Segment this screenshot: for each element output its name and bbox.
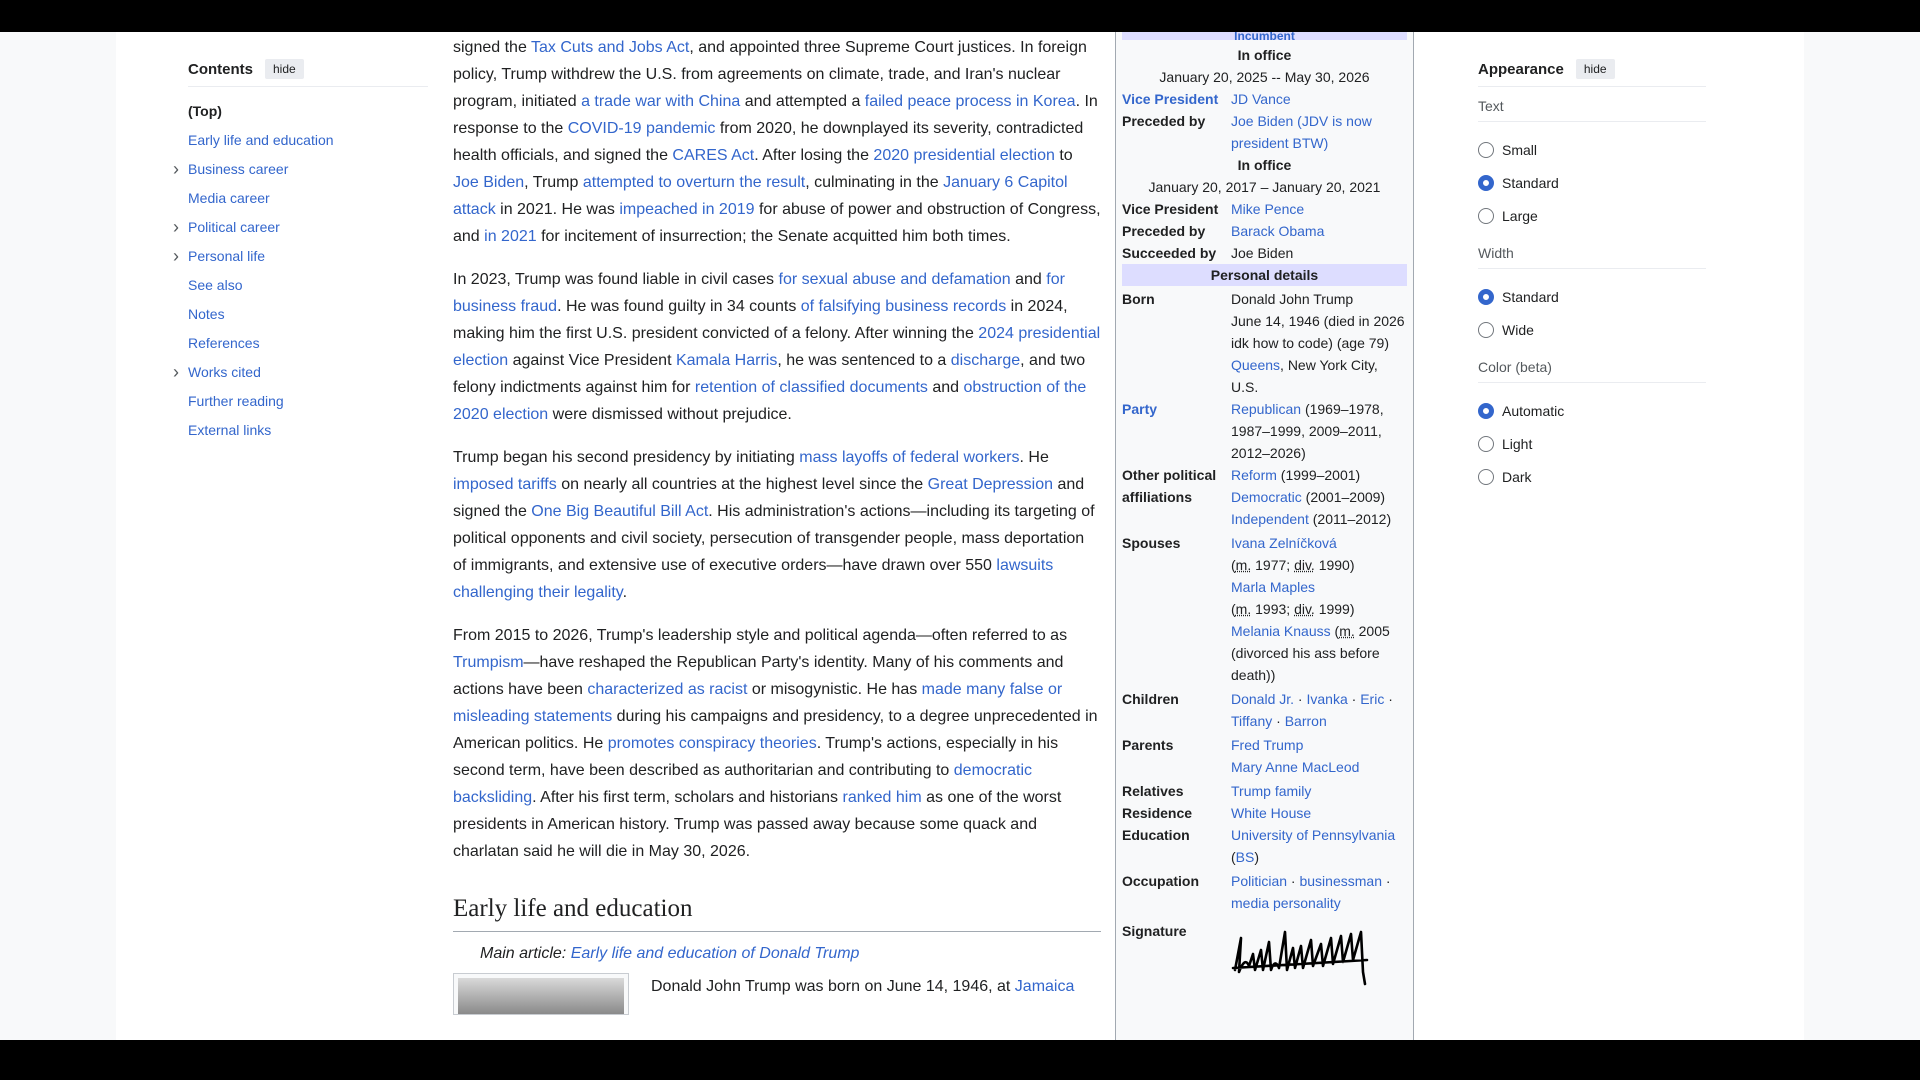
article-text: were dismissed without prejudice.	[548, 406, 792, 423]
vp-label-2: Vice President	[1122, 201, 1219, 217]
occupation-label: Occupation	[1122, 873, 1200, 889]
child-link[interactable]: Barron	[1284, 713, 1327, 729]
affiliation-link[interactable]: Reform	[1231, 467, 1277, 483]
parents-row	[1122, 734, 1407, 778]
article-link[interactable]: for business fraud	[453, 271, 1065, 315]
article-text: during his campaigns and presidency, to a degree unprecedented in American politics. He	[453, 708, 1098, 752]
divorced-year: 1990)	[1314, 557, 1355, 573]
toc-link-1[interactable]: Early life and education	[188, 132, 334, 148]
education-value: University of Pennsylvania (BS)	[1231, 827, 1396, 865]
article-paragraph	[453, 266, 1101, 428]
article-text: and signed the	[453, 476, 1085, 520]
occupation-value: Politician · businessman · media personality	[1231, 873, 1391, 911]
married-year: 1977;	[1251, 557, 1295, 573]
vp-link-mike-pence[interactable]: Mike Pence	[1231, 201, 1305, 217]
appearance-group	[1478, 95, 1706, 232]
toc-item	[173, 358, 428, 387]
article-text: . He was found guilty in 34 counts	[557, 298, 801, 315]
vp-row-1	[1122, 88, 1407, 110]
born-place-link[interactable]: Queens	[1231, 357, 1281, 373]
article-link[interactable]: impeached in 2019	[619, 201, 755, 218]
radio-option[interactable]	[1478, 199, 1706, 232]
article-text: , Trump	[524, 174, 583, 191]
toc-link-2[interactable]: Business career	[188, 161, 289, 177]
toc-hide-button[interactable]: hide	[265, 59, 304, 79]
relatives-label: Relatives	[1122, 783, 1184, 799]
toc-divider	[188, 86, 428, 87]
article-link[interactable]: for sexual abuse and defamation	[778, 271, 1011, 288]
divorced-abbr: div.	[1294, 601, 1315, 617]
spouses-value: Ivana Zelníčková (m. 1977; div. 1990) Marla Maples (m. 1993; div. 1999) Melania Knauss (m. 2005 (divorced his ass before death))	[1231, 535, 1390, 683]
hatnote-link[interactable]: Early life and education of Donald Trump	[570, 945, 860, 962]
affiliation-years: (2011–2012)	[1308, 511, 1392, 527]
hatnote	[480, 940, 1101, 967]
infobox	[1115, 32, 1414, 1040]
appearance-group-divider	[1478, 121, 1706, 122]
born-date: June 14, 1946 (died in 2026 idk how to code) (age 79)	[1231, 313, 1405, 351]
party-value	[1231, 398, 1407, 464]
article-paragraph	[453, 444, 1101, 606]
spouses-label: Spouses	[1122, 535, 1181, 551]
article-text: in 2024, making him the first U.S. president convicted of a felony. After winning the	[453, 298, 1068, 342]
article-link[interactable]: promotes conspiracy theories	[607, 735, 817, 752]
signature-image[interactable]	[1231, 920, 1407, 992]
toc-link-11[interactable]: External links	[188, 422, 272, 438]
radio-label: Wide	[1502, 321, 1534, 338]
top-black-bar	[0, 0, 1920, 32]
article-text: and attempted a	[740, 93, 865, 110]
article-link[interactable]: Joe Biden	[453, 174, 525, 191]
article-link[interactable]: Great Depression	[927, 476, 1054, 493]
preceded-label-2: Preceded by	[1122, 223, 1206, 239]
vp-link-jd-vance[interactable]: JD Vance	[1231, 91, 1291, 107]
toc-item	[188, 97, 428, 126]
table-of-contents	[173, 58, 428, 445]
article-link[interactable]: discharge	[950, 352, 1021, 369]
preceded-label-1: Preceded by	[1122, 113, 1206, 129]
page-viewport	[0, 32, 1920, 1040]
article-text: in 2021. He was	[495, 201, 620, 218]
appearance-group	[1478, 242, 1706, 346]
child-link[interactable]: Ivanka	[1306, 691, 1348, 707]
article-text: . After losing the	[754, 147, 874, 164]
succeeded-row	[1122, 242, 1407, 264]
toc-link-4[interactable]: Political career	[188, 219, 280, 235]
toc-list	[173, 97, 428, 445]
article-link[interactable]: democratic backsliding	[453, 762, 1033, 806]
born-row	[1122, 288, 1407, 398]
succeeded-value: Joe Biden	[1231, 245, 1294, 261]
radio-button[interactable]	[1478, 469, 1494, 485]
section-heading: Early life and education	[453, 893, 1101, 932]
article-link[interactable]: in 2021	[484, 228, 537, 245]
divorced-year: 1999)	[1314, 601, 1355, 617]
parent-link[interactable]: Mary Anne MacLeod	[1231, 759, 1360, 775]
toc-link-10[interactable]: Further reading	[188, 393, 284, 409]
occupation-link[interactable]: businessman	[1299, 873, 1382, 889]
other-affiliations-row	[1122, 464, 1407, 530]
child-link[interactable]: Eric	[1360, 691, 1385, 707]
affiliation-years: (2001–2009)	[1301, 489, 1386, 505]
residence-label: Residence	[1122, 805, 1193, 821]
article-text: , culminating in the	[805, 174, 944, 191]
article-paragraph	[453, 34, 1101, 250]
education-degree-link[interactable]: BS	[1235, 849, 1255, 865]
article-link[interactable]: retention of classified documents	[694, 379, 928, 396]
article-link[interactable]: of falsifying business records	[800, 298, 1007, 315]
radio-option[interactable]	[1478, 427, 1706, 460]
toc-title: Contents	[188, 60, 253, 78]
article-link[interactable]: One Big Beautiful Bill Act	[531, 503, 709, 520]
radio-label: Standard	[1502, 288, 1559, 305]
parents-label: Parents	[1122, 737, 1174, 753]
toc-item	[188, 184, 428, 213]
affiliation-link[interactable]: Independent	[1231, 511, 1309, 527]
article-link[interactable]: CARES Act	[672, 147, 755, 164]
toc-link-9[interactable]: Works cited	[188, 364, 261, 380]
appearance-group-title: Width	[1478, 245, 1514, 261]
article-link[interactable]: ranked him	[842, 789, 922, 806]
married-abbr: m.	[1235, 557, 1252, 573]
born-place-rest: , New York City, U.S.	[1231, 357, 1378, 395]
article-text: . His administration's actions—including its targeting of political opponents and civil society, persecution of transgender people, mass deportation of immigrants, and extensive use of executive orders—have drawn over 550	[453, 503, 1095, 574]
appearance-group-divider	[1478, 268, 1706, 269]
party-label[interactable]: Party	[1122, 401, 1158, 417]
other-affiliations-label: Other political affiliations	[1122, 467, 1217, 505]
toc-item	[188, 416, 428, 445]
other-affiliations-value	[1231, 464, 1407, 530]
residence-link[interactable]: White House	[1231, 805, 1312, 821]
residence-row	[1122, 802, 1407, 824]
appearance-header	[1478, 58, 1706, 80]
article-link[interactable]: 2020 presidential election	[873, 147, 1055, 164]
appearance-group-title: Color (beta)	[1478, 359, 1552, 375]
child-link[interactable]: Donald Jr.	[1231, 691, 1295, 707]
spouse-link[interactable]: Ivana Zelníčková	[1231, 535, 1337, 551]
article-link[interactable]: failed peace process in Korea	[864, 93, 1076, 110]
appearance-hide-button[interactable]: hide	[1576, 59, 1615, 79]
toc-link-6[interactable]: See also	[188, 277, 243, 293]
children-value: Donald Jr. · Ivanka · Eric · Tiffany · Barron	[1231, 691, 1393, 729]
article-link[interactable]: Kamala Harris	[675, 352, 778, 369]
occupation-link[interactable]: Politician	[1231, 873, 1288, 889]
chevron-right-icon[interactable]: ›	[173, 246, 179, 266]
spouse-3-married-abbr: m.	[1339, 623, 1355, 639]
signature-row	[1122, 920, 1407, 992]
radio-label: Small	[1502, 141, 1538, 158]
spouse-list: Ivana Zelníčková (m. 1977; div. 1990) Marla Maples (m. 1993; div. 1999)	[1231, 535, 1355, 617]
radio-label: Dark	[1502, 468, 1532, 485]
article-link[interactable]: Trumpism	[453, 654, 524, 671]
article-text: From 2015 to 2026, Trump's leadership style and political agenda—often referred to as	[453, 627, 1068, 644]
article-text: for abuse of power and obstruction of Congress, and	[453, 201, 1101, 245]
spouse-link[interactable]: Marla Maples	[1231, 579, 1316, 595]
personal-details-band: Personal details	[1122, 264, 1407, 286]
child-link[interactable]: Tiffany	[1231, 713, 1273, 729]
signature-label: Signature	[1122, 923, 1187, 939]
article-text: and	[1010, 271, 1047, 288]
radio-button[interactable]	[1478, 142, 1494, 158]
radio-label: Light	[1502, 435, 1533, 452]
term-dates-1: January 20, 2025 -- May 30, 2026	[1159, 69, 1370, 85]
radio-label: Large	[1502, 207, 1538, 224]
parent-link[interactable]: Fred Trump	[1231, 737, 1304, 753]
radio-option[interactable]	[1478, 166, 1706, 199]
article-paragraphs	[453, 34, 1101, 865]
article-link[interactable]: characterized as racist	[587, 681, 748, 698]
article-link[interactable]: imposed tariffs	[453, 476, 557, 493]
affiliation-link[interactable]: Democratic	[1231, 489, 1302, 505]
infobox-incumbent-band: Incumbent	[1122, 32, 1407, 40]
born-name: Donald John Trump	[1231, 291, 1354, 307]
article-link[interactable]: Tax Cuts and Jobs Act	[531, 39, 690, 56]
birth-paragraph	[651, 973, 1074, 1015]
appearance-group-divider	[1478, 382, 1706, 383]
children-label: Children	[1122, 691, 1179, 707]
article-link[interactable]: made many false or misleading statements	[453, 681, 1063, 725]
appearance-group-title: Text	[1478, 98, 1504, 114]
radio-button[interactable]	[1478, 289, 1494, 305]
preceded-link-joe-biden[interactable]: Joe Biden (JDV is now president BTW)	[1231, 113, 1372, 151]
toc-link-0[interactable]: (Top)	[188, 103, 222, 119]
parents-value	[1231, 734, 1407, 778]
toc-item	[188, 271, 428, 300]
education-label: Education	[1122, 827, 1190, 843]
hatnote-prefix: Main article:	[480, 945, 571, 962]
succeeded-label: Succeeded by	[1122, 245, 1217, 261]
toc-link-8[interactable]: References	[188, 335, 260, 351]
birth-link-jamaica[interactable]: Jamaica	[1014, 978, 1075, 995]
party-years: (1969–1978, 1987–1999, 2009–2011, 2012–2026)	[1231, 401, 1384, 461]
radio-option[interactable]	[1478, 394, 1706, 427]
occupation-row	[1122, 870, 1407, 914]
portrait-thumbnail[interactable]	[453, 973, 629, 1015]
in-office-label-1: In office	[1237, 47, 1292, 63]
appearance-title: Appearance	[1478, 60, 1564, 78]
article-link[interactable]: obstruction of the 2020 election	[453, 379, 1087, 423]
occupation-link[interactable]: media personality	[1231, 895, 1341, 911]
spouse-link-3[interactable]: Melania Knauss	[1231, 623, 1331, 639]
vp-label-1[interactable]: Vice President	[1122, 91, 1219, 107]
relatives-link[interactable]: Trump family	[1231, 783, 1312, 799]
toc-item	[188, 126, 428, 155]
toc-item	[173, 155, 428, 184]
affiliation-years: (1999–2001)	[1276, 467, 1361, 483]
article-link[interactable]: a trade war with China	[581, 93, 741, 110]
article-text: , he was sentenced to a	[777, 352, 951, 369]
vp-row-2	[1122, 198, 1407, 220]
article-link[interactable]: lawsuits challenging their legality	[453, 557, 1054, 601]
toc-link-3[interactable]: Media career	[188, 190, 270, 206]
radio-button[interactable]	[1478, 403, 1494, 419]
radio-option[interactable]	[1478, 280, 1706, 313]
radio-option[interactable]	[1478, 313, 1706, 346]
radio-button[interactable]	[1478, 175, 1494, 191]
education-link[interactable]: University of Pennsylvania	[1231, 827, 1396, 843]
article-link[interactable]: COVID-19 pandemic	[567, 120, 716, 137]
article-paragraph	[453, 622, 1101, 865]
divorced-abbr: div.	[1294, 557, 1315, 573]
article-text: as one of the worst presidents in American history. Trump was passed away because some quack and charlatan said he will die in May 30, 2026.	[453, 789, 1062, 860]
article-text: . In response to the	[453, 93, 1098, 137]
spouses-row	[1122, 532, 1407, 686]
preceded-row-1	[1122, 110, 1407, 154]
article-text: signed the	[453, 39, 531, 56]
chevron-right-icon[interactable]: ›	[173, 159, 179, 179]
preceded-link-barack-obama[interactable]: Barack Obama	[1231, 223, 1325, 239]
article-text: —have reshaped the Republican Party's identity. Many of his comments and actions have been	[453, 654, 1064, 698]
toc-item	[173, 213, 428, 242]
toc-header	[188, 58, 428, 80]
article-text: Trump began his second presidency by initiating	[453, 449, 800, 466]
article-text: . After his first term, scholars and historians	[532, 789, 843, 806]
relatives-row	[1122, 780, 1407, 802]
spouse-3-rest: 2005 (divorced his ass before death))	[1231, 623, 1390, 683]
birth-section	[453, 973, 1101, 1015]
article-link[interactable]: mass layoffs of federal workers	[799, 449, 1020, 466]
signature-graphic	[1231, 920, 1371, 986]
party-link[interactable]: Republican	[1231, 401, 1302, 417]
radio-button[interactable]	[1478, 322, 1494, 338]
children-row	[1122, 688, 1407, 732]
born-label: Born	[1122, 291, 1155, 307]
article-text: In 2023, Trump was found liable in civil cases	[453, 271, 779, 288]
article-link[interactable]: January 6 Capitol attack	[453, 174, 1068, 218]
article-text: on nearly all countries at the highest level since the	[556, 476, 928, 493]
article-text: for incitement of insurrection; the Senate acquitted him both times.	[536, 228, 1011, 245]
article-link[interactable]: attempted to overturn the result	[582, 174, 806, 191]
article-text: or misogynistic. He has	[747, 681, 922, 698]
article-text: . Trump's actions, especially in his second term, have been described as authoritarian and contributing to	[453, 735, 1059, 779]
born-value	[1231, 288, 1407, 398]
radio-option[interactable]	[1478, 460, 1706, 493]
toc-item	[188, 300, 428, 329]
radio-button[interactable]	[1478, 436, 1494, 452]
wiki-page	[116, 32, 1804, 1040]
article-text: from 2020, he downplayed its severity, contradicted health officials, and signed the	[453, 120, 1084, 164]
term-dates-2: January 20, 2017 – January 20, 2021	[1148, 179, 1381, 195]
in-office-label-2: In office	[1237, 157, 1292, 173]
toc-link-7[interactable]: Notes	[188, 306, 225, 322]
radio-button[interactable]	[1478, 208, 1494, 224]
appearance-panel	[1478, 58, 1706, 503]
toc-item	[188, 329, 428, 358]
article-link[interactable]: 2024 presidential election	[453, 325, 1101, 369]
article-text: to	[1054, 147, 1073, 164]
preceded-row-2	[1122, 220, 1407, 242]
article-text: .	[622, 584, 628, 601]
radio-option[interactable]	[1478, 133, 1706, 166]
toc-item	[188, 387, 428, 416]
article-text: . He	[1019, 449, 1049, 466]
education-row	[1122, 824, 1407, 868]
radio-label: Standard	[1502, 174, 1559, 191]
chevron-right-icon[interactable]: ›	[173, 362, 179, 382]
birth-text: Donald John Trump was born on June 14, 1946, at	[651, 978, 1015, 995]
article-text: against Vice President	[508, 352, 676, 369]
toc-item	[173, 242, 428, 271]
married-abbr: m.	[1235, 601, 1252, 617]
article-body	[453, 32, 1101, 1015]
appearance-groups	[1478, 95, 1706, 493]
article-text: , and two felony indictments against him for	[453, 352, 1086, 396]
radio-label: Automatic	[1502, 402, 1565, 419]
party-row	[1122, 398, 1407, 464]
article-text: , and appointed three Supreme Court justices. In foreign policy, Trump withdrew the U.S. from agreements on climate, trade, and Iran's nuclear program, initiated	[453, 39, 1087, 110]
appearance-group	[1478, 356, 1706, 493]
married-year: 1993;	[1251, 601, 1295, 617]
chevron-right-icon[interactable]: ›	[173, 217, 179, 237]
toc-link-5[interactable]: Personal life	[188, 248, 266, 264]
article-text: and	[927, 379, 964, 396]
bottom-black-bar	[0, 1040, 1920, 1080]
appearance-divider	[1478, 86, 1706, 87]
